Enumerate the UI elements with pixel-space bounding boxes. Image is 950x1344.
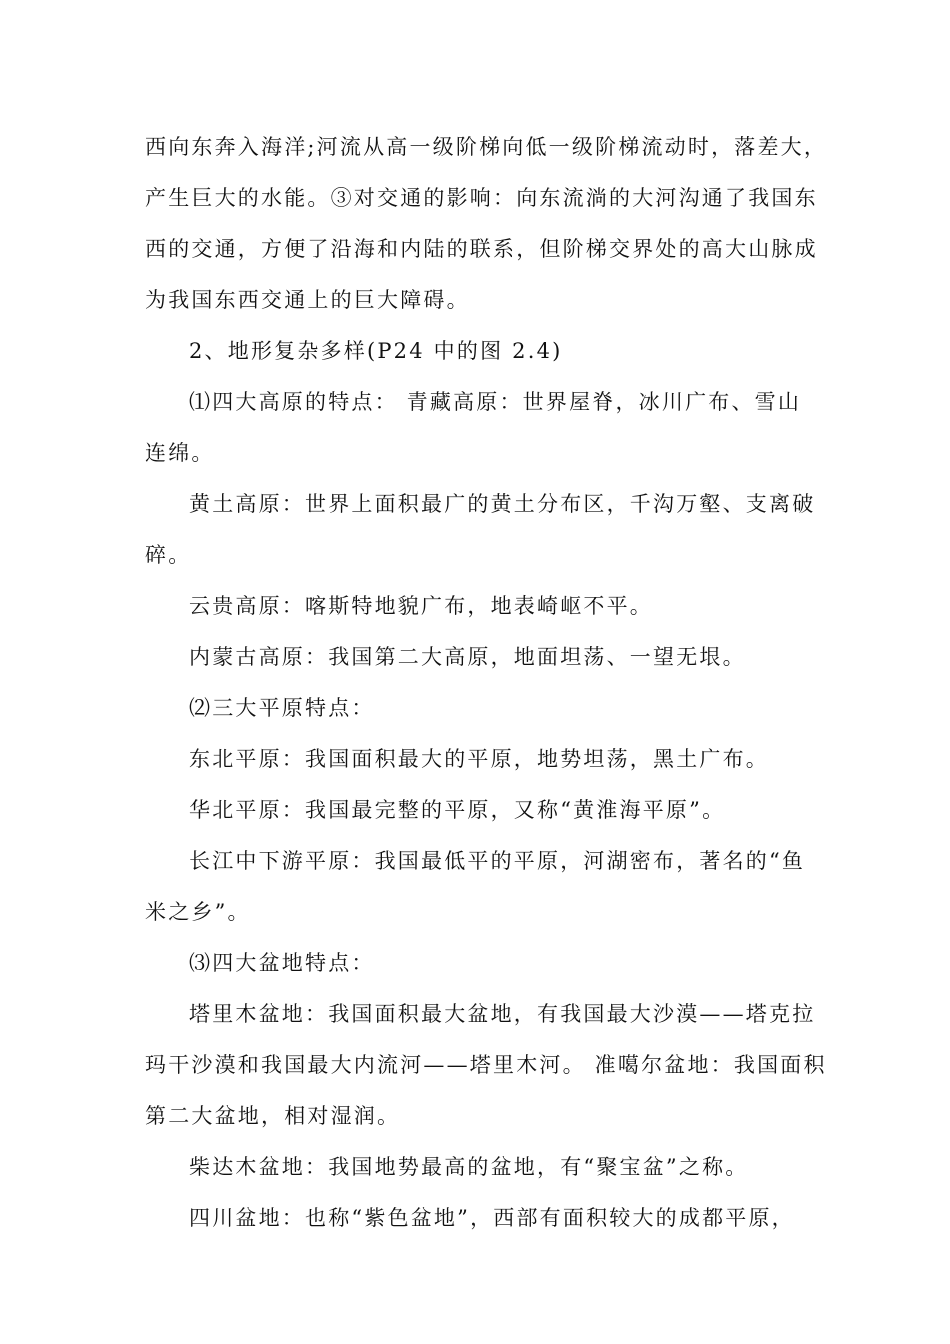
text-line: 玛干沙漠和我国最大内流河——塔里木河。 准噶尔盆地：我国面积 xyxy=(145,1053,827,1077)
text-line: 西的交通，方便了沿海和内陆的联系，但阶梯交界处的高大山脉成 xyxy=(145,237,818,261)
text-line: 华北平原：我国最完整的平原，又称“黄淮海平原”。 xyxy=(189,798,726,822)
text-line: 东北平原：我国面积最大的平原，地势坦荡，黑土广布。 xyxy=(189,747,769,771)
subsection-heading: ⑴四大高原的特点： 青藏高原：世界屋脊，冰川广布、雪山 xyxy=(189,390,802,414)
text-line: 柴达木盆地：我国地势最高的盆地，有“聚宝盆”之称。 xyxy=(189,1155,749,1179)
text-line: 长江中下游平原：我国最低平的平原，河湖密布，著名的“鱼 xyxy=(189,849,806,873)
text-line: 产生巨大的水能。③对交通的影响：向东流淌的大河沟通了我国东 xyxy=(145,186,818,210)
text-line: 米之乡”。 xyxy=(145,900,251,924)
document-body xyxy=(145,122,828,1244)
text-line: 连绵。 xyxy=(145,441,215,465)
text-line: 内蒙古高原：我国第二大高原，地面坦荡、一望无垠。 xyxy=(189,645,746,669)
text-line: 塔里木盆地：我国面积最大盆地，有我国最大沙漠——塔克拉 xyxy=(189,1002,816,1026)
text-line: 云贵高原：喀斯特地貌广布，地表崎岖不平。 xyxy=(189,594,653,618)
section-heading: 2、地形复杂多样(P24 中的图 2.4) xyxy=(189,339,563,363)
subsection-heading: ⑵三大平原特点： xyxy=(189,696,375,720)
text-line: 四川盆地：也称“紫色盆地”，西部有面积较大的成都平原， xyxy=(189,1206,795,1230)
subsection-heading: ⑶四大盆地特点： xyxy=(189,951,375,975)
text-line: 第二大盆地，相对湿润。 xyxy=(145,1104,401,1128)
text-line: 碎。 xyxy=(145,543,192,567)
text-line: 黄土高原：世界上面积最广的黄土分布区，千沟万壑、支离破 xyxy=(189,492,816,516)
text-line: 为我国东西交通上的巨大障碍。 xyxy=(145,288,470,312)
text-line: 西向东奔入海洋;河流从高一级阶梯向低一级阶梯流动时，落差大， xyxy=(145,135,828,159)
